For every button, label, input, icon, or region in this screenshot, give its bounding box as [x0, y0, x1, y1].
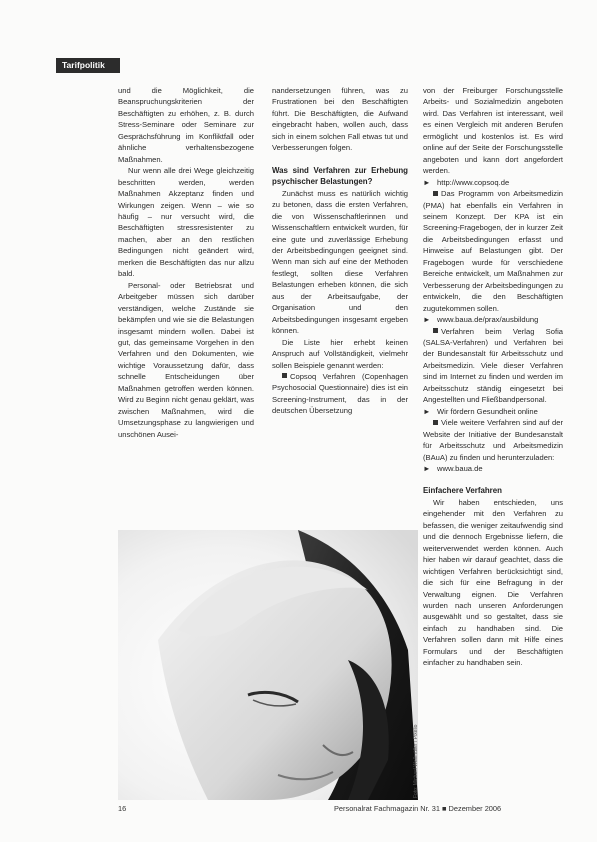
photo-illustration	[118, 530, 418, 800]
text-column-2	[272, 85, 408, 417]
paragraph: Nur wenn alle drei Wege gleichzeitig beschritten werden, werden Maßnahmen Akzeptanz finden und Wirkungen zeigen. Wenn – wie so häufig – nur versucht wird, die Beschäftigten stressresistenter zu machen, aber an den restlichen Bedingungen nicht geändert wird, merken die Beschäftigten das nur allzu bald.	[118, 166, 254, 279]
link-text: www.baua.de	[437, 463, 483, 473]
link-text: Wir fördern Gesundheit online	[437, 406, 538, 416]
portrait-photo	[118, 530, 418, 800]
page-number: 16	[118, 804, 127, 813]
link-text: www.baua.de/prax/ausbildung	[437, 315, 539, 325]
list-item	[423, 188, 563, 314]
section-heading: Was sind Verfahren zur Erhebung psychischer Belastungen?	[272, 165, 408, 187]
section-heading: Einfachere Verfahren	[423, 486, 502, 496]
paragraph: nandersetzungen führen, was zu Frustrationen bei den Beschäftigten führt. Die Beschäftigten, die Aufwand eingebracht haben, wollen auch, dass sich in einem solchen Fall etwas tut und Verbesserungen folgen.	[272, 86, 408, 153]
web-link[interactable]	[423, 463, 563, 474]
web-link[interactable]	[423, 314, 563, 325]
web-link[interactable]	[423, 177, 563, 188]
arrow-icon: ►	[423, 177, 431, 187]
list-item-text: Copsoq Verfahren (Copenhagen Psychosocial Questionnaire) dies ist ein Screening-Instrument, das in der deutschen Übersetzung	[272, 371, 408, 416]
paragraph: und die Möglichkeit, die Beanspruchungskriterien der Beschäftigten zu erhöhen, z. B. durch Stress-Seminare oder Seminare zur Gesprächsführung im Konfliktfall oder ähnliche verhaltensbezogene Maßnahmen.	[118, 86, 254, 164]
list-item	[423, 417, 563, 463]
arrow-icon: ►	[423, 463, 431, 473]
bullet-icon	[433, 420, 438, 425]
photo-credit: Foto: Michael Wallmüller / Pixelio	[413, 724, 419, 798]
list-item-text: Verfahren beim Verlag Sofia (SALSA-Verfahren) und Verfahren bei der Bundesanstalt für Arbeitsschutz und Arbeitsmedizin. Viele dieser Verfahren sind im Internet zu finden und werden im Arbeitsschutz ständig eingesetzt bei Angestellten und Fließbandpersonal.	[423, 326, 563, 405]
bullet-icon	[282, 373, 287, 378]
bullet-icon	[433, 328, 438, 333]
arrow-icon: ►	[423, 406, 431, 416]
journal-footer: Personalrat Fachmagazin Nr. 31 ■ Dezember 2006	[334, 804, 502, 813]
text-column-3	[423, 85, 563, 669]
paragraph: Wir haben entschieden, uns eingehender mit den Verfahren zu befassen, die weniger zeitaufwendig sind und die dennoch Ergebnisse liefern, die weiterverwendet werden können. Auch hier haben wir darauf geachtet, dass die wichtigen Verfahren berücksichtigt sind, die sich für eine Befragung in der Verwaltung eignen. Die Verfahren wurden nach unseren Anforderungen ausgewählt und so gestaltet, dass sie einfach zu handhaben sind. Die Verfahren sollen dann mit Hilfe eines Formulars und der Beschäftigten einfacher zu handhaben sein.	[423, 497, 563, 668]
web-link[interactable]	[423, 406, 563, 417]
section-label: Tarifpolitik	[56, 58, 120, 73]
arrow-icon: ►	[423, 315, 431, 325]
list-item-text: Viele weitere Verfahren sind auf der Website der Initiative der Bundesanstalt für Arbeitsschutz und Arbeitsmedizin (BAuA) zu finden und herunterzuladen:	[423, 418, 563, 462]
paragraph: Personal- oder Betriebsrat und Arbeitgeber müssen sich darüber verständigen, welche Zustände sie bekämpfen und wie sie die Belastungen insgesamt mindern wollen. Dabei ist gut, das gemeinsame Vorgehen in den Verfahren und den Dokumenten, wie wichtige Voraussetzung dafür, dass schnelle Entscheidungen über Maßnahmen getroffen werden können. Wird zu Beginn nicht genau geklärt, was zwischen Maßnahmen, wird die Umsetzungsphase zu langwierigen und unschönen Ausei-	[118, 280, 254, 439]
text-column-1	[118, 85, 254, 440]
paragraph: Die Liste hier erhebt keinen Anspruch auf Vollständigkeit, vielmehr sollen Beispiele genannt werden:	[272, 337, 408, 370]
list-item	[272, 371, 408, 417]
link-text: http://www.copsoq.de	[437, 177, 510, 187]
bullet-icon	[433, 191, 438, 196]
list-item-text: Das Programm von Arbeitsmedizin (PMA) hat ebenfalls ein Verfahren in seinem Konzept. Der KPA ist ein Screening-Fragebogen, der in kurzer Zeit die Arbeitsbedingungen erfasst und Hinweise auf Belastungen gibt. Der Fragebogen wurde für verschiedene Bereiche entwickelt, um Maßnahmen zur Verbesserung der Arbeitsbedingungen zu entwickeln, die den Beschäftigten zugutekommen sollen.	[423, 189, 563, 313]
paragraph: von der Freiburger Forschungsstelle Arbeits- und Sozialmedizin angeboten wird. Das Verfahren ist interessant, weil es einen Vergleich mit anderen Berufen ermöglicht und kostenlos ist. Es wird online auf der Seite der Forschungsstelle angeboten und kann dort angefordert werden.	[423, 86, 563, 176]
paragraph: Zunächst muss es natürlich wichtig zu betonen, dass die ersten Verfahren, die von Wissenschaftlerinnen und Wissenschaftlern entwickelt wurden, für eine gute und zuverlässige Erhebung der Arbeitsbedingungen geeignet sind. Wenn man sich auf eine der Methoden festlegt, sollten diese Verfahren Belastungen erheben können, die sich aus der Arbeitsaufgabe, der Organisation und den Arbeitsbedingungen insgesamt ergeben können.	[272, 188, 408, 336]
list-item	[423, 326, 563, 406]
